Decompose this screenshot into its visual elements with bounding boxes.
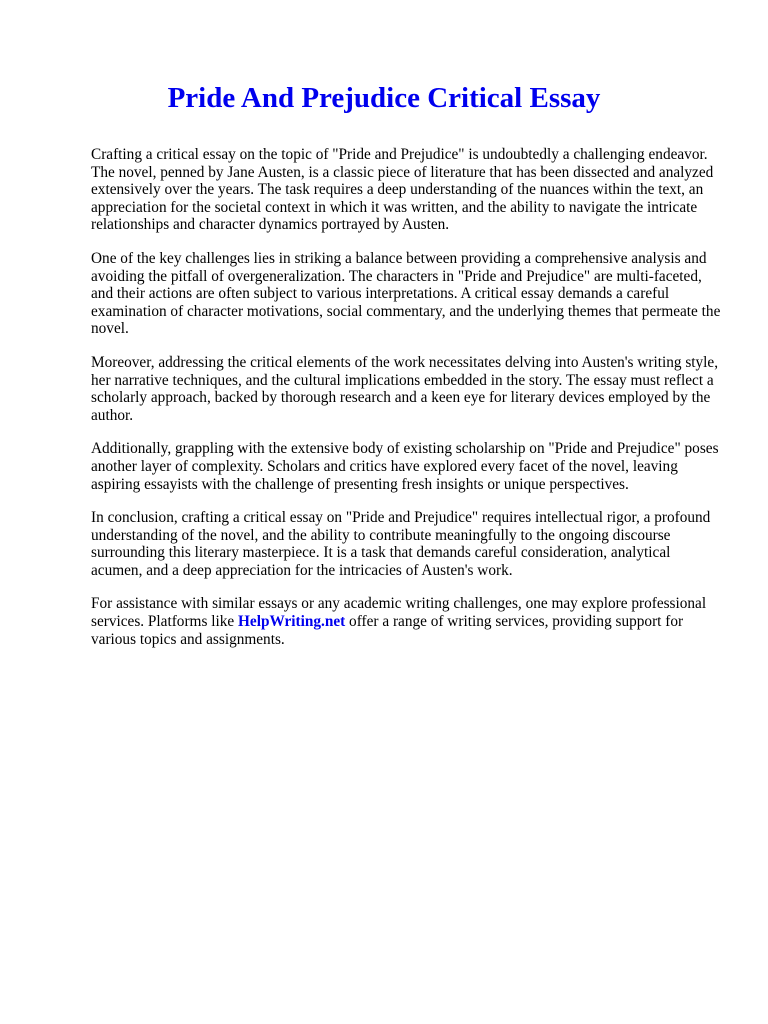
page-title: Pride And Prejudice Critical Essay [167, 82, 601, 114]
paragraph-5: In conclusion, crafting a critical essay on "Pride and Prejudice" requires intellectual rigor, a profound understanding of the novel, and the ability to contribute meaningfully to the ongoing discourse surrounding this literary masterpiece. It is a task that demands careful consideration, analytical acumen, and a deep appreciation for the intricacies of Austen's work. [91, 509, 711, 579]
paragraph-2: One of the key challenges lies in striking a balance between providing a comprehensive analysis and avoiding the pitfall of overgeneralization. The characters in "Pride and Prejudice" are multi-faceted, and their actions are often subject to various interpretations. A critical essay demands a careful examination of character motivations, social commentary, and the underlying themes that permeate the novel. [91, 249, 721, 338]
helpwriting-link[interactable]: HelpWriting.net [238, 613, 346, 631]
closing-text-after-link: offer a range of writing services, providing support for various topics and assignments. [91, 613, 684, 648]
paragraph-3: Moreover, addressing the critical elements of the work necessitates delving into Austen's writing style, her narrative techniques, and the cultural implications embedded in the story. The essay must reflect a scholarly approach, backed by thorough research and a keen eye for literary devices employed by the author. [91, 353, 719, 424]
paragraph-4: Additionally, grappling with the extensive body of existing scholarship on "Pride and Prejudice" poses another layer of complexity. Scholars and critics have explored every facet of the novel, leaving aspiring essayists with the challenge of presenting fresh insights or unique perspectives. [91, 440, 719, 493]
closing-text-before-link: For assistance with similar essays or any academic writing challenges, one may explore professional services. Platforms like [91, 595, 707, 631]
closing-paragraph [91, 595, 723, 648]
paragraph-1: Crafting a critical essay on the topic of "Pride and Prejudice" is undoubtedly a challenging endeavor. The novel, penned by Jane Austen, is a classic piece of literature that has been dissected and analyzed extensively over the years. The task requires a deep understanding of the nuances within the text, an appreciation for the societal context in which it was written, and the ability to navigate the intricate relationships and character dynamics portrayed by Austen. [91, 146, 714, 234]
essay-body [91, 146, 723, 664]
